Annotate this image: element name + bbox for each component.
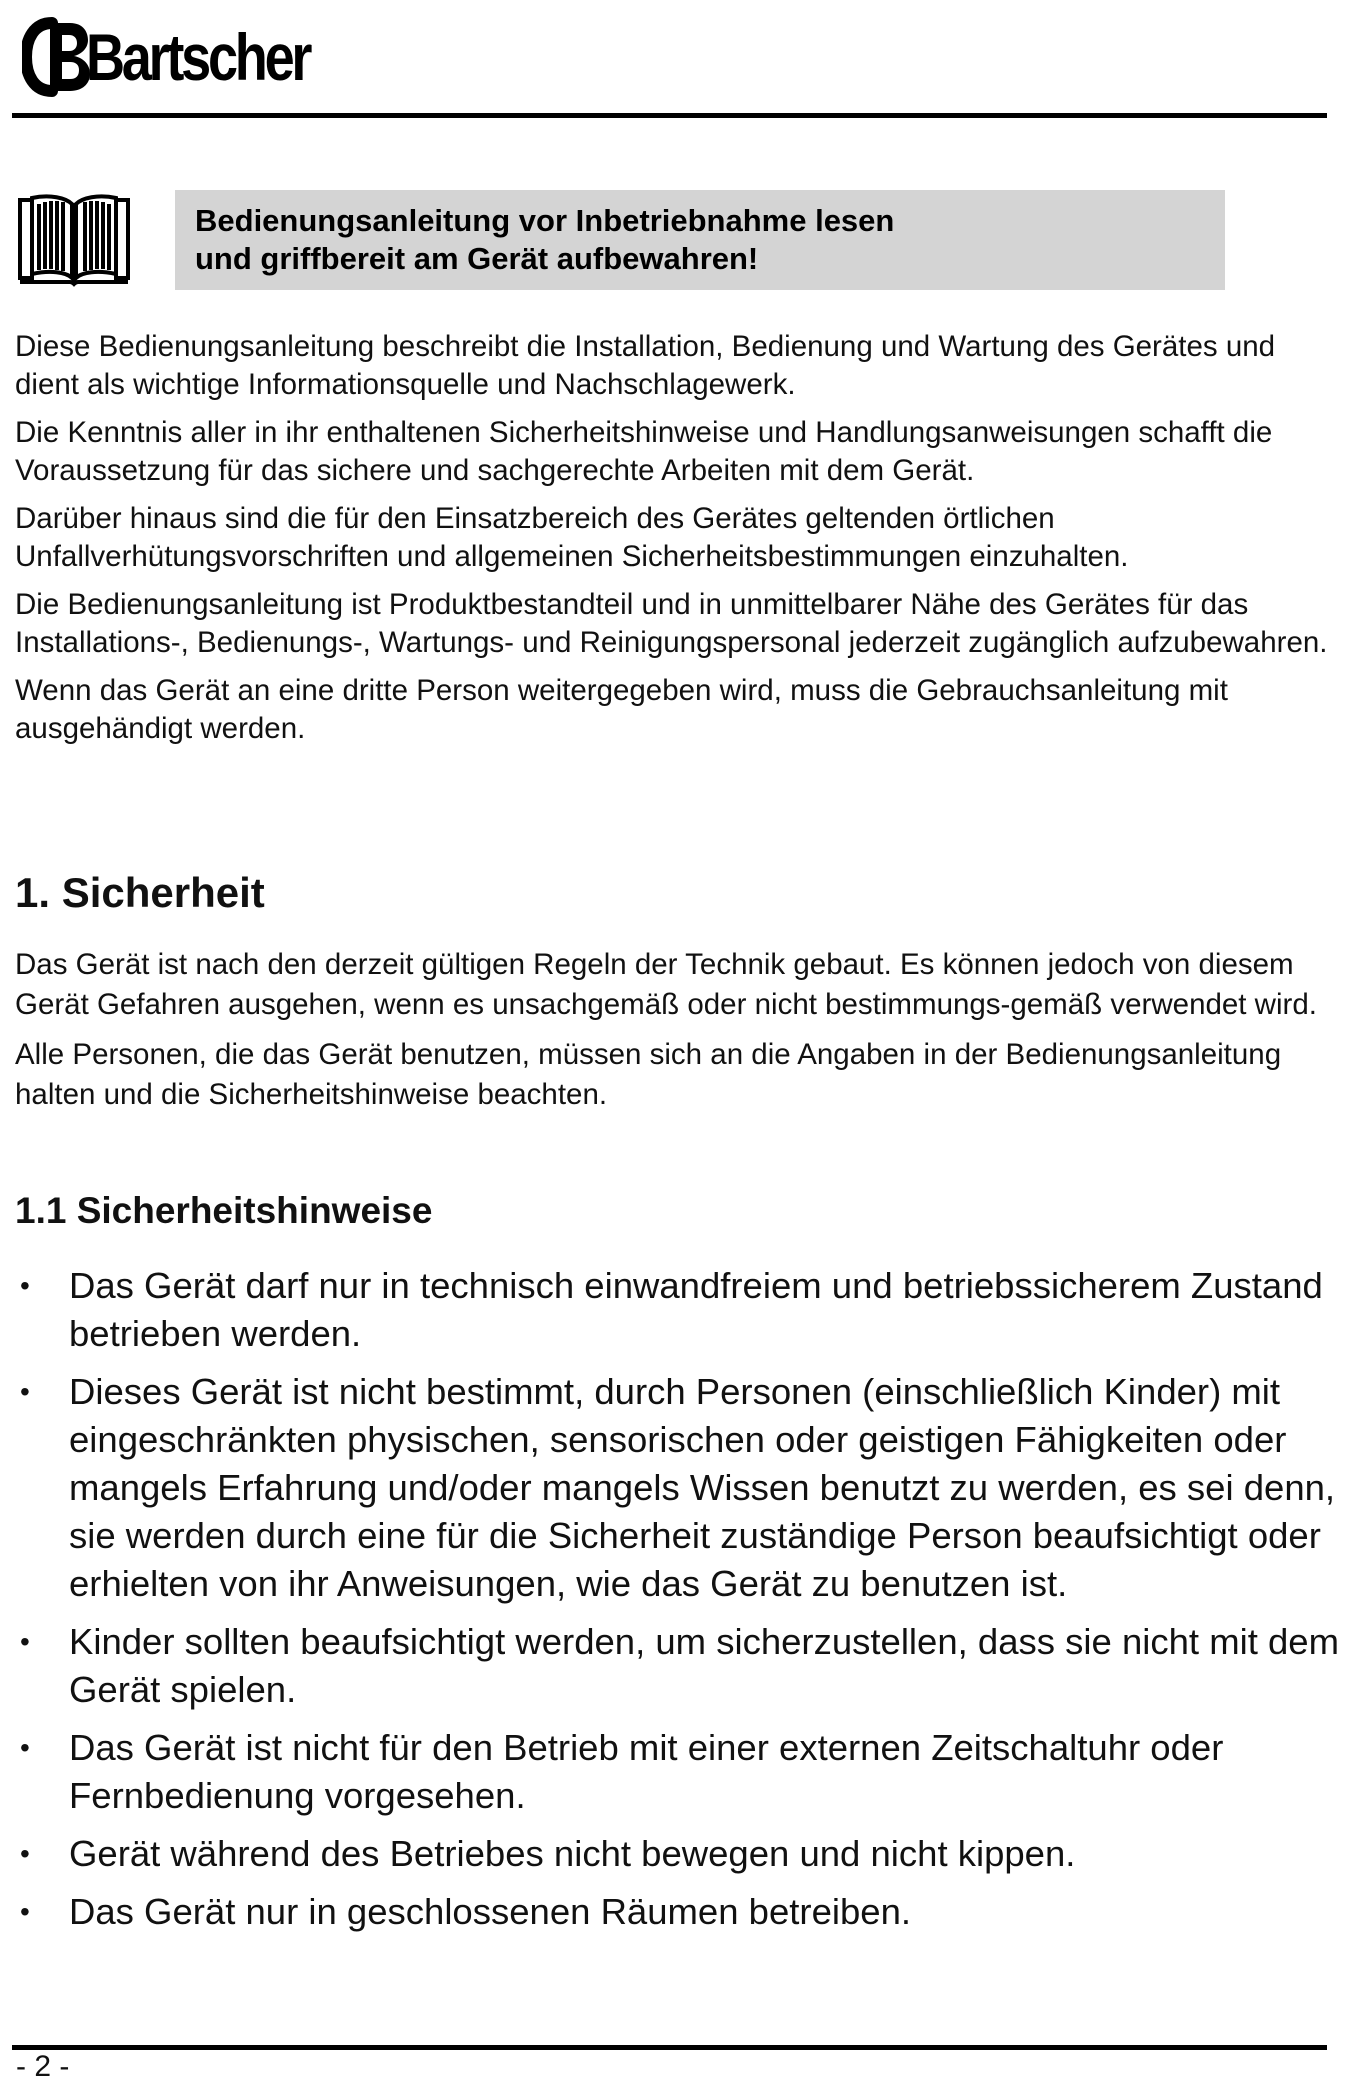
section-heading-sicherheitshinweise: 1.1 Sicherheitshinweise bbox=[15, 1190, 433, 1231]
list-item bbox=[15, 1830, 1355, 1878]
safety-instructions-list bbox=[15, 1262, 1355, 1946]
footer-rule bbox=[12, 2045, 1327, 2050]
brand-name: Bartscher bbox=[86, 20, 310, 94]
intro-paragraph: Diese Bedienungsanleitung beschreibt die Installation, Bedienung und Wartung des Gerätes und dient als wichtige Informationsquelle und Nachschlagewerk. bbox=[15, 330, 1276, 401]
safety-paragraph: Alle Personen, die das Gerät benutzen, müssen sich an die Angaben in der Bedienungsanleitung halten und die Sicherheitshinweise beachten. bbox=[15, 1038, 1282, 1111]
list-item-text: Das Gerät nur in geschlossenen Räumen betreiben. bbox=[69, 1891, 912, 1932]
safety-paragraph: Das Gerät ist nach den derzeit gültigen Regeln der Technik gebaut. Es können jedoch von diesem Gerät Gefahren ausgehen, wenn es unsachgemäß oder nicht bestimmungs-gemäß verwendet wird. bbox=[15, 948, 1317, 1021]
bullet-icon: • bbox=[20, 1896, 30, 1927]
list-item-text: Dieses Gerät ist nicht bestimmt, durch Personen (einschließlich Kinder) mit eingeschränkten physischen, sensorischen oder geistigen Fähigkeiten oder mangels Erfahrung und/oder mangels Wissen benutzt zu werden, es sei denn, sie werden durch eine für die Sicherheit zuständige Person beaufsichtigt oder erhielten von ihr Anweisungen, wie das Gerät zu benutzen ist. bbox=[69, 1371, 1336, 1604]
bullet-icon: • bbox=[20, 1376, 30, 1407]
list-item-text: Das Gerät ist nicht für den Betrieb mit einer externen Zeitschaltuhr oder Fernbedienung vorgesehen. bbox=[69, 1727, 1224, 1816]
bullet-icon: • bbox=[20, 1270, 30, 1301]
intro-paragraph: Wenn das Gerät an eine dritte Person weitergegeben wird, muss die Gebrauchsanleitung mit ausgehändigt werden. bbox=[15, 674, 1228, 745]
bullet-icon: • bbox=[20, 1626, 30, 1657]
header-rule bbox=[12, 113, 1327, 118]
list-item bbox=[15, 1618, 1355, 1714]
bullet-icon: • bbox=[20, 1838, 30, 1869]
page-number: - 2 - bbox=[16, 2050, 70, 2083]
list-item-text: Gerät während des Betriebes nicht bewegen und nicht kippen. bbox=[69, 1833, 1076, 1874]
list-item bbox=[15, 1262, 1355, 1358]
safety-text bbox=[15, 945, 1345, 1125]
brand-logo bbox=[22, 12, 358, 102]
list-item bbox=[15, 1888, 1355, 1936]
bullet-icon: • bbox=[20, 1732, 30, 1763]
notice-line-2: und griffbereit am Gerät aufbewahren! bbox=[195, 241, 759, 276]
intro-paragraph: Die Kenntnis aller in ihr enthaltenen Sicherheitshinweise und Handlungsanweisungen schafft die Voraussetzung für das sichere und sachgerechte Arbeiten mit dem Gerät. bbox=[15, 416, 1273, 487]
list-item bbox=[15, 1724, 1355, 1820]
intro-text bbox=[15, 328, 1345, 758]
section-heading-sicherheit: 1. Sicherheit bbox=[15, 869, 265, 916]
read-manual-notice bbox=[175, 190, 1225, 290]
list-item-text: Kinder sollten beaufsichtigt werden, um sicherzustellen, dass sie nicht mit dem Gerät spielen. bbox=[69, 1621, 1339, 1710]
open-book-icon bbox=[14, 190, 134, 293]
list-item bbox=[15, 1368, 1355, 1608]
intro-paragraph: Darüber hinaus sind die für den Einsatzbereich des Gerätes geltenden örtlichen Unfallverhütungsvorschriften und allgemeinen Sicherheitsbestimmungen einzuhalten. bbox=[15, 502, 1129, 573]
bartscher-logo-icon bbox=[22, 17, 92, 97]
intro-paragraph: Die Bedienungsanleitung ist Produktbestandteil und in unmittelbarer Nähe des Gerätes für das Installations-, Bedienungs-, Wartungs- und Reinigungspersonal jederzeit zugänglich aufzubewahren. bbox=[15, 588, 1328, 659]
notice-line-1: Bedienungsanleitung vor Inbetriebnahme lesen bbox=[195, 203, 895, 238]
list-item-text: Das Gerät darf nur in technisch einwandfreiem und betriebssicherem Zustand betrieben werden. bbox=[69, 1265, 1323, 1354]
